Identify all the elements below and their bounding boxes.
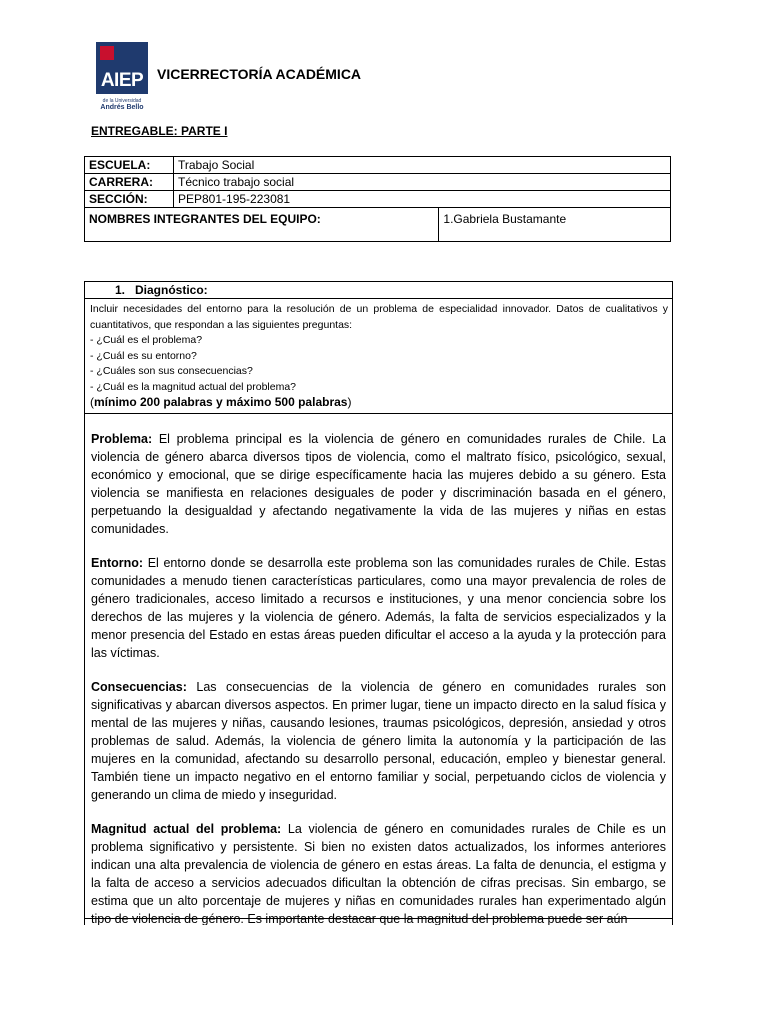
info-table <box>84 156 671 242</box>
paragraph-problem <box>91 430 666 538</box>
word-limit-text: mínimo 200 palabras y máximo 500 palabras <box>94 395 348 409</box>
paragraph-text: Las consecuencias de la violencia de género en comunidades rurales son significativas y abarcan diversos aspectos. En primer lugar, tiene un impacto directo en la salud física y mental de las mujeres y niñas, causando lesiones, traumas psicológicos, depresión, ansiedad y otros problemas de salud. Además, la violencia de género limita la autonomía y la participación de las mujeres en la comunidad, afectando su desarrollo personal, educación, empleo y bienestar general. También tiene un impacto negativo en el entorno familiar y social, perpetuando ciclos de violencia y generando un clima de miedo y inseguridad. <box>91 680 666 802</box>
diagnostic-section <box>84 281 673 925</box>
organization-title: VICERRECTORÍA ACADÉMICA <box>157 66 362 82</box>
team-label: NOMBRES INTEGRANTES DEL EQUIPO: <box>85 208 439 242</box>
logo-mark: AIEP <box>100 70 144 91</box>
diagnostic-heading: 1. Diagnóstico: <box>85 282 672 299</box>
paragraph-text: El entorno donde se desarrolla este problema son las comunidades rurales de Chile. Estas comunidades a menudo tienen características particulares, como una mayor prevalencia de roles de género tradicionales, acceso limitado a recursos e instituciones, y una menor conciencia sobre los derechos de las mujeres y la violencia de género. Además, la falta de servicios especializados y la menor presencia del Estado en estas áreas pueden dificultar el acceso a la ayuda y la protección para las víctimas. <box>91 556 666 660</box>
word-limit: (mínimo 200 palabras y máximo 500 palabras) <box>90 395 352 409</box>
diagnostic-instructions <box>85 299 672 414</box>
career-label: CARRERA: <box>85 174 174 191</box>
school-label: ESCUELA: <box>85 157 174 174</box>
logo-block <box>96 42 148 94</box>
instruction-question: - ¿Cuál es la magnitud actual del problema? <box>90 380 297 393</box>
instruction-question: - ¿Cuáles son sus consecuencias? <box>90 365 253 377</box>
section-row <box>85 191 671 208</box>
logo-accent <box>100 46 114 60</box>
school-value: Trabajo Social <box>174 157 671 174</box>
aiep-logo <box>96 42 148 112</box>
paragraph-label: Entorno: <box>91 556 144 570</box>
paragraph-magnitude <box>91 820 666 925</box>
logo-subtitle: de la Universidad <box>102 98 142 104</box>
table-bottom-border <box>84 918 673 919</box>
paragraph-label: Problema: <box>91 432 153 446</box>
career-row <box>85 174 671 191</box>
instruction-question: - ¿Cuál es su entorno? <box>90 349 197 362</box>
paragraph-label: Magnitud actual del problema: <box>91 822 282 836</box>
instruction-question: - ¿Cuál es el problema? <box>90 334 203 346</box>
team-row <box>85 208 671 242</box>
deliverable-title: ENTREGABLE: PARTE I <box>91 124 228 138</box>
paragraph-environment <box>91 554 666 662</box>
career-value: Técnico trabajo social <box>174 174 671 191</box>
section-value: PEP801-195-223081 <box>174 191 671 208</box>
paragraph-text: El problema principal es la violencia de género en comunidades rurales de Chile. La violencia de género abarca diversos tipos de violencia, como el maltrato físico, psicológico, sexual, económico y emocional, que se dirige específicamente hacia las mujeres debido a su género. Esta violencia se manifiesta en relaciones desiguales de poder y discriminación basada en el género, perpetuando la desigualdad y afectando negativamente la vida de las mujeres y niñas en estas comunidades. <box>91 432 666 536</box>
paragraph-label: Consecuencias: <box>91 680 187 694</box>
diagnostic-body <box>85 414 672 925</box>
team-value: 1.Gabriela Bustamante <box>439 208 671 242</box>
paragraph-consequences <box>91 678 666 804</box>
logo-university: Andrés Bello <box>100 104 144 111</box>
school-row <box>85 157 671 174</box>
paragraph-text: La violencia de género en comunidades rurales de Chile es un problema significativo y persistente. Si bien no existen datos actualizados, los informes anteriores indican una alta prevalencia de violencia de género en estas áreas. La falta de denuncia, el estigma y la falta de acceso a servicios adecuados dificultan la obtención de cifras precisas. Sin embargo, se estima que un alto porcentaje de mujeres y niñas en comunidades rurales han experimentado algún tipo de violencia de género. Es importante destacar que la magnitud del problema puede ser aún <box>91 822 667 925</box>
section-label: SECCIÓN: <box>85 191 174 208</box>
instruction-intro: Incluir necesidades del entorno para la resolución de un problema de especialidad innovador. Datos de cualitativos y cuantitativos, que respondan a las siguientes preguntas: <box>90 303 668 331</box>
